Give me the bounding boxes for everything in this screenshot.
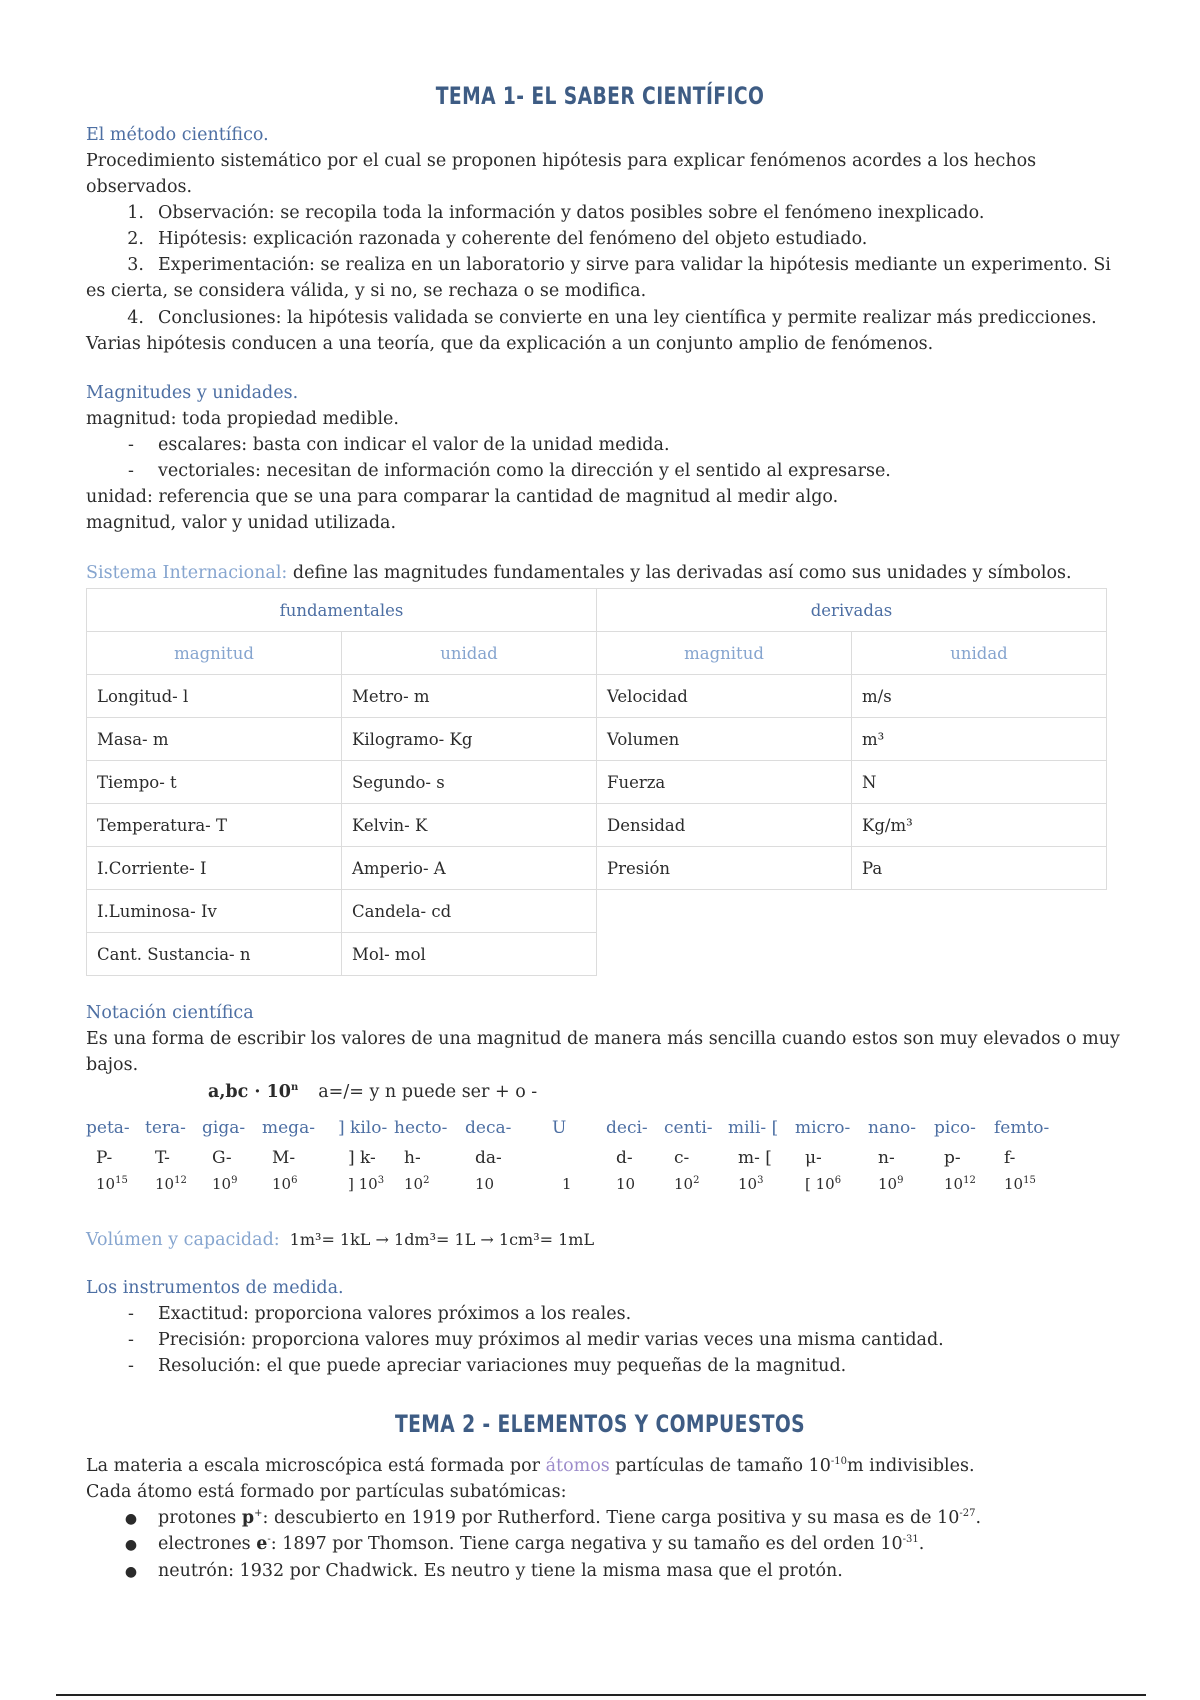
prefix-name: tera- — [145, 1118, 186, 1138]
power-exponent: 2 — [423, 1175, 430, 1186]
prefix-power — [738, 1175, 763, 1193]
table-row — [87, 847, 1107, 890]
prefix-name: mega- — [262, 1118, 315, 1138]
si-label: Sistema Internacional: — [86, 563, 288, 583]
list-item — [86, 1353, 846, 1379]
table-cell: Fuerza — [597, 761, 852, 804]
prefix-symbol: G- — [212, 1148, 232, 1168]
text-span: electrones — [158, 1534, 257, 1554]
prefix-name: deci- — [606, 1118, 648, 1138]
metodo-paragraph-2: observados. — [86, 177, 193, 197]
prefix-symbol: n- — [878, 1148, 895, 1168]
prefix-symbol: d- — [616, 1148, 633, 1168]
prefix-symbol: h- — [404, 1148, 421, 1168]
power-exponent: 9 — [897, 1175, 904, 1186]
prefix-symbol: m- [ — [738, 1148, 772, 1168]
prefix-name: U — [552, 1118, 567, 1138]
atomos-link[interactable]: átomos — [545, 1456, 610, 1476]
prefix-power — [674, 1175, 699, 1193]
formula-exponent: n — [290, 1082, 299, 1094]
prefix-power — [944, 1175, 976, 1193]
bottom-divider — [56, 1694, 1146, 1696]
exponent: -10 — [830, 1456, 847, 1468]
power-exponent: 15 — [115, 1175, 128, 1186]
exponent: -31 — [902, 1534, 919, 1546]
power-base: 10 — [674, 1175, 694, 1193]
si-units-table — [86, 588, 1107, 976]
power-exponent: 6 — [291, 1175, 298, 1186]
power-exponent: 15 — [1023, 1175, 1036, 1186]
prefix-power — [878, 1175, 903, 1193]
volumen-label: Volúmen y capacidad: — [86, 1230, 280, 1250]
prefix-name: centi- — [664, 1118, 713, 1138]
tema2-paragraph-1 — [86, 1453, 975, 1479]
power-base: 10 — [944, 1175, 964, 1193]
prefix-symbol: c- — [674, 1148, 690, 1168]
group-fundamentales: fundamentales — [87, 589, 597, 632]
power-base: 10 — [475, 1175, 495, 1193]
table-row — [87, 675, 1107, 718]
step-number: 3. — [127, 255, 144, 275]
power-exponent: 9 — [231, 1175, 238, 1186]
table-cell: Densidad — [597, 804, 852, 847]
column-header-magnitud: magnitud — [597, 632, 852, 675]
step-text: Observación: se recopila toda la información y datos posibles sobre el fenómeno inexplicado. — [158, 203, 985, 223]
dash-bullet: - — [128, 1330, 134, 1350]
prefix-symbol: P- — [96, 1148, 113, 1168]
bullet-dot: ● — [124, 1537, 138, 1553]
table-cell: Candela- cd — [342, 890, 597, 933]
notacion-formula — [208, 1079, 537, 1105]
table-cell: Kelvin- K — [342, 804, 597, 847]
table-cell: Mol- mol — [342, 933, 597, 976]
tema2-title: TEMA 2 - ELEMENTOS Y COMPUESTOS — [394, 1410, 806, 1438]
prefix-power — [96, 1175, 128, 1193]
prefix-power — [404, 1175, 429, 1193]
prefix-symbol: M- — [272, 1148, 296, 1168]
column-header-magnitud: magnitud — [87, 632, 342, 675]
list-item-text: escalares: basta con indicar el valor de la unidad medida. — [158, 435, 670, 455]
prefix-name: deca- — [465, 1118, 512, 1138]
text-span: . — [918, 1534, 925, 1554]
metodo-step-continuation: es cierta, se considera válida, y si no, se rechaza o se modifica. — [86, 281, 647, 301]
notacion-heading: Notación científica — [86, 1003, 254, 1023]
tema2-paragraph-2: Cada átomo está formado por partículas subatómicas: — [86, 1482, 567, 1502]
prefix-name: femto- — [994, 1118, 1050, 1138]
prefix-name: nano- — [868, 1118, 917, 1138]
empty-cell — [597, 933, 1107, 976]
table-column-header — [87, 632, 1107, 675]
proton-symbol: p — [241, 1508, 255, 1528]
step-number: 4. — [127, 308, 144, 328]
instrumentos-heading: Los instrumentos de medida. — [86, 1278, 344, 1298]
empty-cell — [597, 890, 1107, 933]
notacion-paragraph-2: bajos. — [86, 1055, 139, 1075]
table-row — [87, 890, 1107, 933]
table-cell: Volumen — [597, 718, 852, 761]
table-cell: Kilogramo- Kg — [342, 718, 597, 761]
power-exponent: 3 — [757, 1175, 764, 1186]
tema1-title: TEMA 1- EL SABER CIENTÍFICO — [435, 82, 765, 110]
list-item — [86, 1327, 944, 1353]
prefix-power — [348, 1175, 384, 1193]
magnitudes-heading: Magnitudes y unidades. — [86, 383, 299, 403]
prefix-name: pico- — [934, 1118, 976, 1138]
prefix-power — [1004, 1175, 1036, 1193]
prefix-symbol: da- — [475, 1148, 502, 1168]
text-span: La materia a escala microscópica está formada por — [86, 1456, 546, 1476]
prefix-power — [805, 1175, 841, 1193]
prefix-name: mili- [ — [728, 1118, 779, 1138]
notacion-paragraph-1: Es una forma de escribir los valores de una magnitud de manera más sencilla cuando estos son muy elevados o muy — [86, 1029, 1120, 1049]
prefix-symbol: T- — [155, 1148, 170, 1168]
table-cell: Velocidad — [597, 675, 852, 718]
volumen-text: 1m³= 1kL → 1dm³= 1L → 1cm³= 1mL — [289, 1230, 595, 1249]
prefix-power — [212, 1175, 237, 1193]
charge-superscript: - — [267, 1534, 271, 1546]
prefix-power — [475, 1175, 494, 1193]
list-item — [86, 1505, 981, 1532]
power-base: 10 — [212, 1175, 232, 1193]
list-item — [86, 1531, 924, 1558]
table-group-header — [87, 589, 1107, 632]
formula-note: a=/= y n puede ser + o - — [318, 1082, 538, 1102]
power-exponent: 12 — [963, 1175, 976, 1186]
power-base: 10 — [1004, 1175, 1024, 1193]
power-base: 10 — [404, 1175, 424, 1193]
list-item-text: Exactitud: proporciona valores próximos a los reales. — [158, 1304, 632, 1324]
table-cell: m³ — [852, 718, 1107, 761]
power-base: 10 — [616, 1175, 636, 1193]
power-base: [ 10 — [805, 1175, 835, 1193]
electron-symbol: e — [256, 1534, 268, 1554]
list-item-text: Resolución: el que puede apreciar variaciones muy pequeñas de la magnitud. — [158, 1356, 847, 1376]
table-row — [87, 933, 1107, 976]
exponent: -27 — [959, 1508, 976, 1520]
metodo-paragraph-1: Procedimiento sistemático por el cual se proponen hipótesis para explicar fenómenos acordes a los hechos — [86, 151, 1037, 171]
prefix-symbol: ] k- — [348, 1148, 376, 1168]
metodo-step — [86, 305, 1097, 331]
table-cell: Temperatura- T — [87, 804, 342, 847]
power-base: 1 — [562, 1175, 572, 1193]
text-span: m indivisibles. — [846, 1456, 975, 1476]
metodo-final: Varias hipótesis conducen a una teoría, que da explicación a un conjunto amplio de fenómenos. — [86, 334, 934, 354]
prefix-power — [155, 1175, 187, 1193]
prefix-power — [562, 1175, 572, 1193]
table-row — [87, 804, 1107, 847]
bullet-dot: ● — [124, 1511, 138, 1527]
table-cell: Cant. Sustancia- n — [87, 933, 342, 976]
magnitud-summary: magnitud, valor y unidad utilizada. — [86, 513, 397, 533]
si-text: define las magnitudes fundamentales y las derivadas así como sus unidades y símbolos. — [287, 563, 1072, 583]
metodo-heading: El método científico. — [86, 125, 269, 145]
prefix-symbol: f- — [1004, 1148, 1016, 1168]
prefix-name: peta- — [86, 1118, 130, 1138]
table-cell: Pa — [852, 847, 1107, 890]
prefix-symbol: μ- — [805, 1148, 822, 1168]
dash-bullet: - — [128, 461, 134, 481]
list-item-text: vectoriales: necesitan de información como la dirección y el sentido al expresarse. — [158, 461, 891, 481]
prefix-power — [616, 1175, 635, 1193]
text-span: partículas de tamaño 10 — [609, 1456, 831, 1476]
prefix-name: micro- — [795, 1118, 851, 1138]
column-header-unidad: unidad — [852, 632, 1107, 675]
step-text: Conclusiones: la hipótesis validada se convierte en una ley científica y permite realizar más predicciones. — [158, 308, 1097, 328]
step-text: Experimentación: se realiza en un laboratorio y sirve para validar la hipótesis mediante un experimento. Si — [158, 255, 1111, 275]
step-number: 1. — [127, 203, 144, 223]
table-cell: Masa- m — [87, 718, 342, 761]
power-base: ] 10 — [348, 1175, 378, 1193]
prefix-name: giga- — [202, 1118, 246, 1138]
table-cell: Metro- m — [342, 675, 597, 718]
table-cell: Presión — [597, 847, 852, 890]
table-row — [87, 761, 1107, 804]
column-header-unidad: unidad — [342, 632, 597, 675]
power-base: 10 — [878, 1175, 898, 1193]
power-base: 10 — [738, 1175, 758, 1193]
bullet-dot: ● — [124, 1564, 138, 1580]
power-exponent: 3 — [377, 1175, 385, 1186]
si-intro — [86, 560, 1072, 586]
table-cell: Longitud- l — [87, 675, 342, 718]
text-span: : 1897 por Thomson. Tiene carga negativa y su tamaño es del orden 10 — [270, 1534, 903, 1554]
text-span: : descubierto en 1919 por Rutherford. Tiene carga positiva y su masa es de 10 — [262, 1508, 960, 1528]
table-row — [87, 718, 1107, 761]
table-cell: Tiempo- t — [87, 761, 342, 804]
power-exponent: 2 — [693, 1175, 700, 1186]
metodo-step — [86, 252, 1111, 278]
list-item — [86, 432, 670, 458]
dash-bullet: - — [128, 435, 134, 455]
unidad-definition: unidad: referencia que se una para comparar la cantidad de magnitud al medir algo. — [86, 487, 839, 507]
list-item — [86, 458, 891, 484]
prefix-name: ] kilo- — [338, 1118, 388, 1138]
prefix-name: hecto- — [394, 1118, 448, 1138]
dash-bullet: - — [128, 1356, 134, 1376]
group-derivadas: derivadas — [597, 589, 1107, 632]
power-base: 10 — [96, 1175, 116, 1193]
power-exponent: 6 — [834, 1175, 842, 1186]
text-span: . — [975, 1508, 982, 1528]
table-cell: Kg/m³ — [852, 804, 1107, 847]
table-cell: I.Corriente- I — [87, 847, 342, 890]
magnitud-definition: magnitud: toda propiedad medible. — [86, 409, 399, 429]
power-exponent: 12 — [174, 1175, 187, 1186]
formula-base: a,bc · 10 — [208, 1082, 291, 1102]
list-item-text: neutrón: 1932 por Chadwick. Es neutro y tiene la misma masa que el protón. — [158, 1561, 843, 1581]
metodo-step — [86, 226, 867, 252]
metodo-step — [86, 200, 984, 226]
power-base: 10 — [272, 1175, 292, 1193]
text-span: protones — [158, 1508, 242, 1528]
power-base: 10 — [155, 1175, 175, 1193]
prefix-symbol: p- — [944, 1148, 961, 1168]
step-text: Hipótesis: explicación razonada y coherente del fenómeno del objeto estudiado. — [158, 229, 868, 249]
charge-superscript: + — [254, 1508, 263, 1520]
list-item — [86, 1558, 843, 1585]
dash-bullet: - — [128, 1304, 134, 1324]
table-cell: m/s — [852, 675, 1107, 718]
list-item-text: Precisión: proporciona valores muy próximos al medir varias veces una misma cantidad. — [158, 1330, 944, 1350]
step-number: 2. — [127, 229, 144, 249]
table-cell: Segundo- s — [342, 761, 597, 804]
volumen-line — [86, 1227, 594, 1253]
table-cell: Amperio- A — [342, 847, 597, 890]
table-cell: I.Luminosa- Iv — [87, 890, 342, 933]
table-cell: N — [852, 761, 1107, 804]
prefix-power — [272, 1175, 297, 1193]
list-item — [86, 1301, 631, 1327]
